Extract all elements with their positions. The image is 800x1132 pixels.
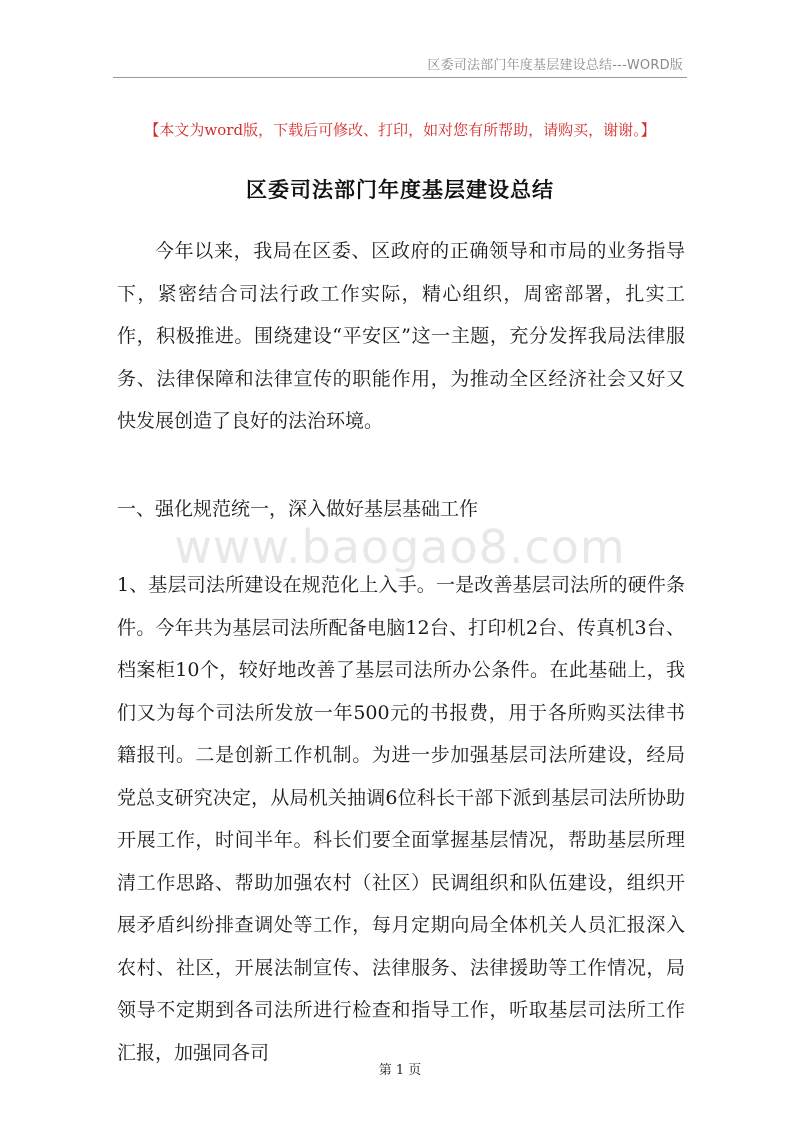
watermark-text: www.baogao8.com — [174, 520, 626, 574]
running-header: 区委司法部门年度基层建设总结---WORD版 — [427, 58, 683, 73]
section-heading: 一、强化规范统一，深入做好基层基础工作 — [117, 498, 479, 520]
body-paragraph: 1、基层司法所建设在规范化上入手。一是改善基层司法所的硬件条件。今年共为基层司法所配备电脑12台、打印机2台、传真机3台、档案柜10个，较好地改善了基层司法所办公条件。在此基础上，我们又为每个司法所发放一年500元的书报费，用于各所购买法律书籍报刊。二是创新工作机制。为进一步加强基层司法所建设，经局党总支研究决定，从局机关抽调6位科长干部下派到基层司法所协助开展工作，时间半年。科长们要全面掌握基层情况，帮助基层所理清工作思路、帮助加强农村（社区）民调组织和队伍建设，组织开展矛盾纠纷排查调处等工作，每月定期向局全体机关人员汇报深入农村、社区，开展法制宣传、法律服务、法律援助等工作情况，局领导不定期到各司法所进行检查和指导工作，听取基层司法所工作汇报，加强同各司 — [117, 574, 685, 1064]
header-divider — [113, 77, 687, 78]
purchase-notice: 【本文为word版，下载后可修改、打印，如对您有所帮助，请购买，谢谢。】 — [144, 121, 656, 139]
document-title: 区委司法部门年度基层建设总结 — [246, 177, 554, 202]
intro-paragraph: 今年以来，我局在区委、区政府的正确领导和市局的业务指导下，紧密结合司法行政工作实际，精心组织，周密部署，扎实工作，积极推进。围绕建设“平安区”这一主题，充分发挥我局法律服务、法律保障和法律宣传的职能作用，为推动全区经济社会又好又快发展创造了良好的法治环境。 — [117, 240, 685, 432]
page-number: 第 1 页 — [378, 1063, 422, 1078]
